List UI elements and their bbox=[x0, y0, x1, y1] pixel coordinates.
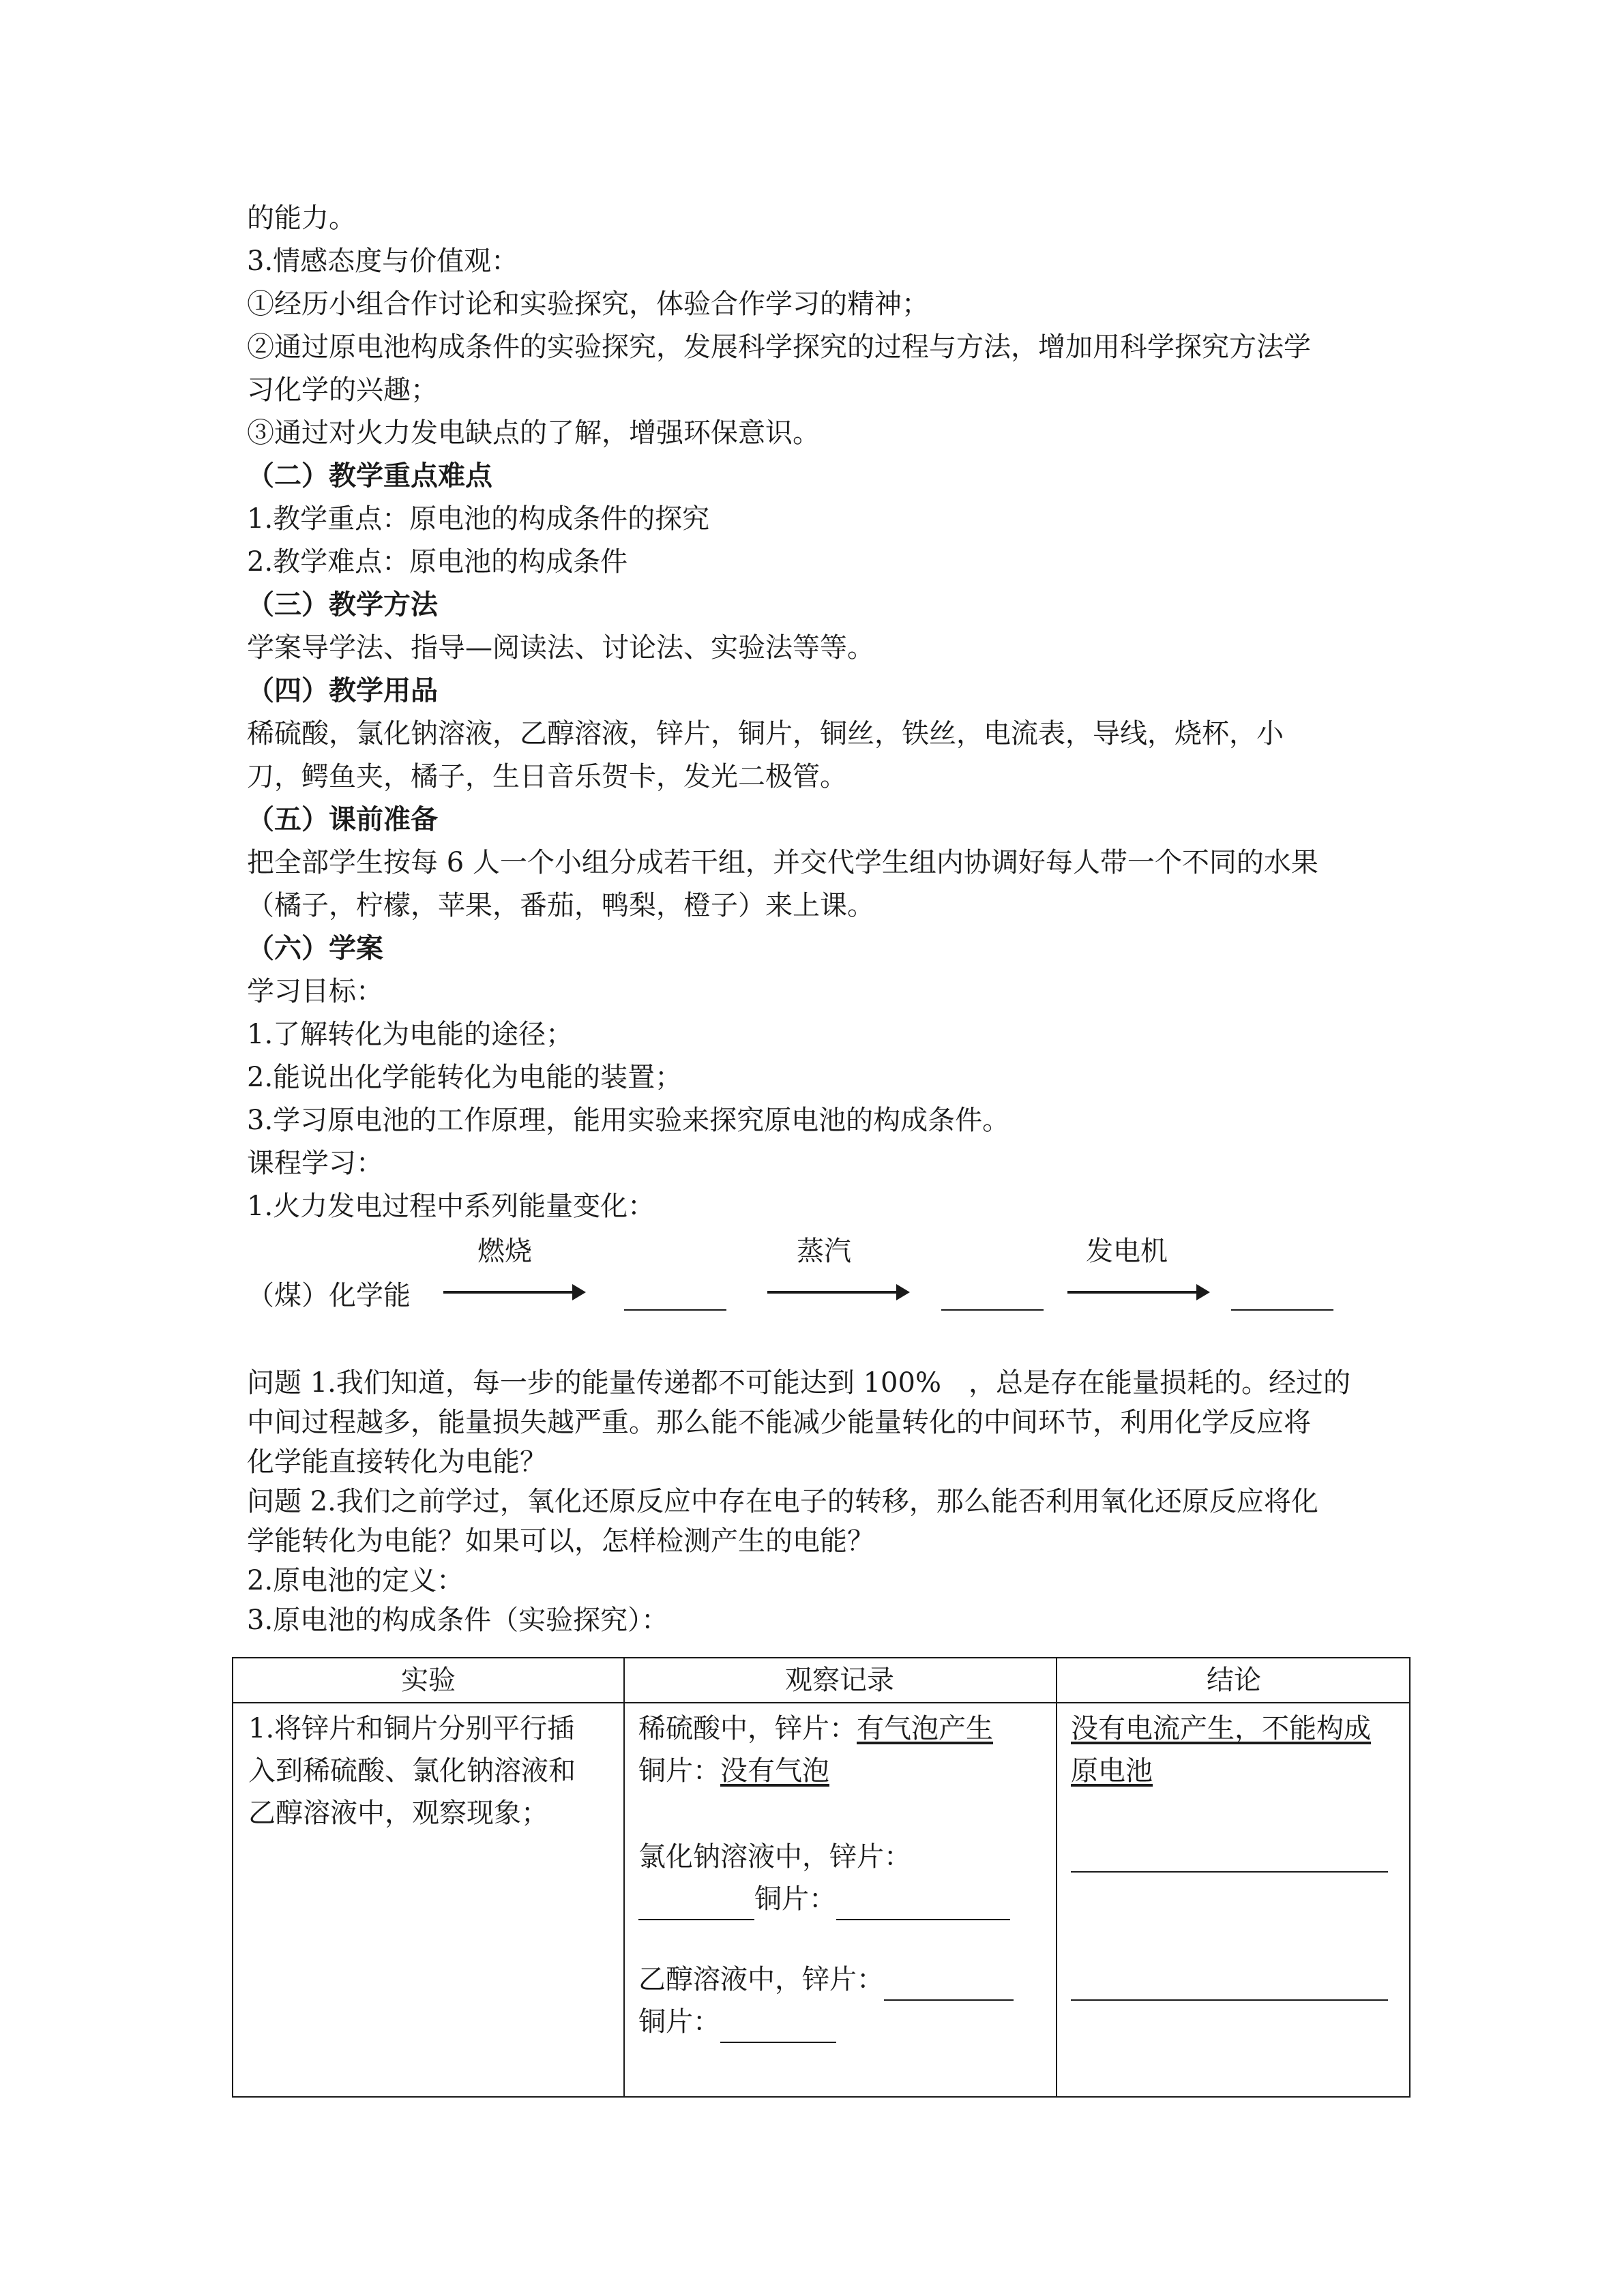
text-line: 学习目标： bbox=[247, 976, 383, 1007]
arrow-right-icon bbox=[1067, 1291, 1207, 1294]
observation-line bbox=[638, 1878, 1010, 1920]
observation-label: 乙醇溶液中，锌片： bbox=[638, 1964, 884, 1995]
fill-blank bbox=[638, 1892, 754, 1920]
fill-blank bbox=[884, 1972, 1014, 2001]
fill-blank bbox=[836, 1892, 1010, 1920]
flow-start-label: （煤）化学能 bbox=[247, 1280, 411, 1311]
text-line: 刀，鳄鱼夹，橘子，生日音乐贺卡，发光二极管。 bbox=[247, 761, 847, 792]
table-header: 实验 bbox=[401, 1665, 456, 1696]
observation-label: 铜片： bbox=[638, 1755, 720, 1787]
flow-step-label: 燃烧 bbox=[477, 1236, 532, 1267]
text-line: 课程学习： bbox=[247, 1148, 383, 1179]
table-header: 观察记录 bbox=[785, 1665, 894, 1696]
question-line: 问题 2.我们之前学过，氧化还原反应中存在电子的转移，那么能否利用氧化还原反应将化 bbox=[247, 1486, 1318, 1517]
experiment-text: 1.将锌片和铜片分别平行插 bbox=[248, 1713, 575, 1744]
flow-step-label: 蒸汽 bbox=[797, 1236, 851, 1267]
observation-answer: 有气泡产生 bbox=[857, 1713, 993, 1744]
arrow-right-icon bbox=[443, 1291, 583, 1294]
fill-blank bbox=[941, 1309, 1044, 1311]
table-divider bbox=[233, 1702, 1409, 1703]
question-line: 学能转化为电能？如果可以，怎样检测产生的电能？ bbox=[247, 1525, 874, 1557]
fill-blank bbox=[720, 2014, 836, 2043]
table-divider bbox=[1056, 1658, 1057, 2096]
text-line: ③通过对火力发电缺点的了解，增强环保意识。 bbox=[247, 417, 820, 449]
text-line: （橘子，柠檬，苹果，番茄，鸭梨，橙子）来上课。 bbox=[247, 890, 874, 921]
text-line: 的能力。 bbox=[247, 203, 356, 234]
section-heading: （四）教学用品 bbox=[247, 674, 438, 706]
question-line: 2.原电池的定义： bbox=[247, 1565, 464, 1596]
question-line: 3.原电池的构成条件（实验探究）： bbox=[247, 1605, 669, 1636]
text-line: 3.学习原电池的工作原理，能用实验来探究原电池的构成条件。 bbox=[247, 1105, 1010, 1136]
observation-label: 铜片： bbox=[754, 1883, 836, 1915]
section-heading: （五）课前准备 bbox=[247, 803, 438, 835]
experiment-text: 乙醇溶液中，观察现象； bbox=[248, 1798, 548, 1829]
fill-blank bbox=[1071, 1871, 1388, 1873]
text-line: ②通过原电池构成条件的实验探究，发展科学探究的过程与方法，增加用科学探究方法学 bbox=[247, 331, 1311, 363]
fill-blank bbox=[1071, 1999, 1388, 2001]
observation-label: 铜片： bbox=[638, 2006, 720, 2038]
observation-line bbox=[638, 1750, 829, 1792]
table-divider bbox=[623, 1658, 625, 2096]
arrow-right-icon bbox=[767, 1291, 907, 1294]
conclusion-text: 没有电流产生，不能构成 bbox=[1071, 1713, 1371, 1744]
conclusion-text: 原电池 bbox=[1071, 1755, 1153, 1787]
observation-label: 氯化钠溶液中，锌片： bbox=[638, 1841, 911, 1873]
text-line: ①经历小组合作讨论和实验探究，体验合作学习的精神； bbox=[247, 288, 929, 320]
flow-step-label: 发电机 bbox=[1086, 1236, 1168, 1267]
text-line: 2.教学难点：原电池的构成条件 bbox=[247, 546, 628, 578]
experiment-table bbox=[232, 1657, 1411, 2098]
fill-blank bbox=[624, 1309, 726, 1311]
question-line: 化学能直接转化为电能？ bbox=[247, 1446, 547, 1478]
section-heading: （二）教学重点难点 bbox=[247, 460, 492, 492]
text-line: 把全部学生按每 6 人一个小组分成若干组，并交代学生组内协调好每人带一个不同的水果 bbox=[247, 847, 1318, 878]
question-line: 问题 1.我们知道，每一步的能量传递都不可能达到 100% ，总是存在能量损耗的。经过的 bbox=[247, 1367, 1350, 1399]
text-line: 3.情感态度与价值观： bbox=[247, 245, 519, 277]
text-line: 1.火力发电过程中系列能量变化： bbox=[247, 1191, 655, 1222]
fill-blank bbox=[1231, 1309, 1333, 1311]
text-line: 1.教学重点：原电池的构成条件的探究 bbox=[247, 503, 710, 535]
section-heading: （三）教学方法 bbox=[247, 588, 438, 621]
text-line: 稀硫酸，氯化钠溶液，乙醇溶液，锌片，铜片，铜丝，铁丝，电流表，导线，烧杯，小 bbox=[247, 718, 1284, 749]
observation-line bbox=[638, 2001, 836, 2043]
text-line: 2.能说出化学能转化为电能的装置； bbox=[247, 1062, 683, 1093]
observation-label: 稀硫酸中，锌片： bbox=[638, 1713, 857, 1744]
text-line: 学案导学法、指导—阅读法、讨论法、实验法等等。 bbox=[247, 632, 874, 664]
table-header: 结论 bbox=[1207, 1665, 1261, 1696]
observation-line bbox=[638, 1708, 993, 1750]
text-line: 1.了解转化为电能的途径； bbox=[247, 1019, 574, 1050]
observation-line bbox=[638, 1958, 1014, 2001]
section-heading: （六）学案 bbox=[247, 932, 383, 964]
text-line: 习化学的兴趣； bbox=[247, 374, 438, 406]
observation-answer: 没有气泡 bbox=[720, 1755, 829, 1787]
experiment-text: 入到稀硫酸、氯化钠溶液和 bbox=[248, 1755, 576, 1787]
question-line: 中间过程越多，能量损失越严重。那么能不能减少能量转化的中间环节，利用化学反应将 bbox=[247, 1407, 1311, 1438]
